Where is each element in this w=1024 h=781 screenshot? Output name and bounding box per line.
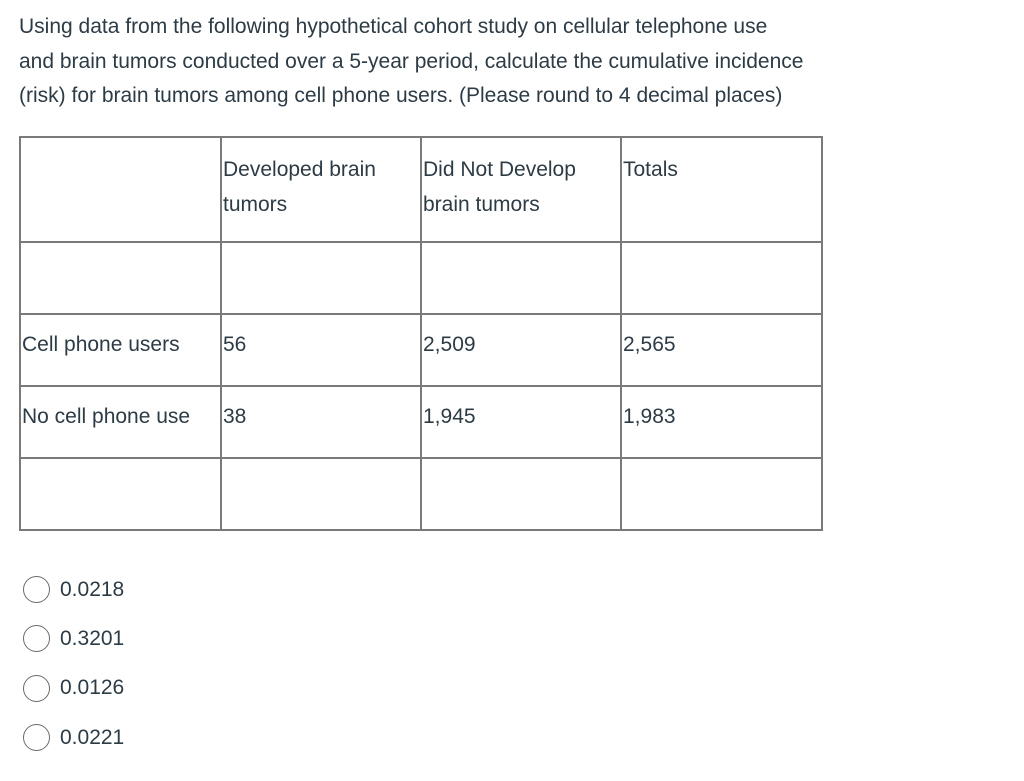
- not-developed-cell: 1,945: [421, 386, 621, 458]
- header-cell-developed: [221, 137, 421, 242]
- header-developed-line1: Developed brain: [223, 158, 376, 181]
- answer-option-label: 0.0218: [60, 577, 125, 601]
- table-row: [20, 386, 822, 458]
- question-line-2: and brain tumors conducted over a 5-year period, calculate the cumulative incidence: [19, 49, 804, 73]
- answer-option-3[interactable]: [23, 664, 124, 713]
- developed-cell: 38: [221, 386, 421, 458]
- answer-option-label: 0.0221: [60, 725, 125, 749]
- developed-cell: 56: [221, 314, 421, 386]
- table-cell: [221, 458, 421, 530]
- table-cell: [421, 458, 621, 530]
- question-line-3: (risk) for brain tumors among cell phone users. (Please round to 4 decimal places): [19, 84, 783, 107]
- total-cell: 1,983: [621, 386, 822, 458]
- table-header-row: [20, 137, 822, 242]
- header-cell-empty: [20, 137, 221, 242]
- total-cell: 2,565: [621, 314, 822, 386]
- question-text: [19, 10, 1009, 114]
- radio-button-icon[interactable]: [23, 576, 50, 603]
- table-cell: [421, 242, 621, 314]
- header-developed-line2: tumors: [223, 193, 288, 216]
- header-not-developed-line1: Did Not Develop: [423, 158, 576, 181]
- table-cell: [621, 242, 822, 314]
- radio-button-icon[interactable]: [23, 724, 50, 751]
- header-cell-not-developed: [421, 137, 621, 242]
- answer-option-4[interactable]: [23, 713, 124, 762]
- header-cell-totals: [621, 137, 822, 242]
- radio-button-icon[interactable]: [23, 675, 50, 702]
- header-not-developed-line2: brain tumors: [423, 193, 540, 216]
- answer-option-label: 0.3201: [60, 626, 125, 650]
- table-row-blank-bottom: [20, 458, 822, 530]
- radio-button-icon[interactable]: [23, 625, 50, 652]
- table-cell: [20, 242, 221, 314]
- table-row-blank-top: [20, 242, 822, 314]
- table-cell: [20, 458, 221, 530]
- question-line-1: Using data from the following hypothetical cohort study on cellular telephone use: [19, 15, 768, 38]
- table-cell: [221, 242, 421, 314]
- table-row: [20, 314, 822, 386]
- table-cell: [621, 458, 822, 530]
- not-developed-cell: 2,509: [421, 314, 621, 386]
- answer-option-label: 0.0126: [60, 676, 125, 700]
- row-label-cell: No cell phone use: [20, 386, 221, 458]
- cohort-table: [19, 136, 823, 531]
- row-label-cell: Cell phone users: [20, 314, 221, 386]
- header-totals: Totals: [623, 158, 678, 181]
- answer-option-1[interactable]: [23, 565, 124, 614]
- answer-option-2[interactable]: [23, 614, 124, 663]
- answer-options: [23, 565, 124, 762]
